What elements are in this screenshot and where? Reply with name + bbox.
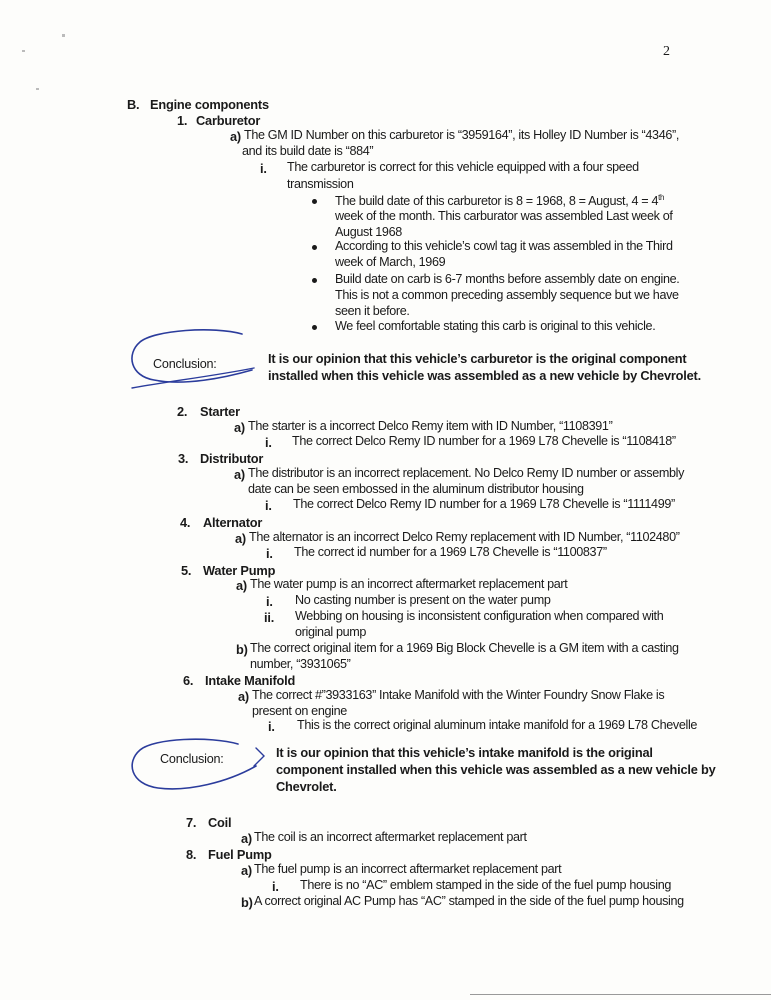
item-title: Fuel Pump (208, 847, 272, 862)
conclusion-text: installed when this vehicle was assembled as a new vehicle by Chevrolet. (268, 368, 701, 383)
roman-label: i. (260, 161, 267, 176)
section-title: Engine components (150, 97, 269, 112)
sub-label: a) (238, 689, 249, 704)
sub-label: a) (235, 531, 246, 546)
bullet-dot (312, 325, 317, 330)
section-letter: B. (127, 97, 140, 112)
conclusion-text: It is our opinion that this vehicle’s carburetor is the original component (268, 351, 687, 366)
sub-label: a) (234, 467, 245, 482)
sub-label: a) (230, 129, 241, 144)
roman-label: i. (268, 719, 275, 734)
text-line: The correct Delco Remy ID number for a 1969 L78 Chevelle is “1108418” (292, 434, 676, 448)
roman-label: ii. (264, 610, 275, 625)
scan-speck (62, 34, 65, 37)
sub-label: a) (241, 863, 252, 878)
text-line: The distributor is an incorrect replacement. No Delco Remy ID number or assembly (248, 466, 685, 480)
text-line: The coil is an incorrect aftermarket replacement part (254, 830, 527, 844)
text-line: We feel comfortable stating this carb is original to this vehicle. (335, 319, 656, 333)
text-line: This is not a common preceding assembly sequence but we have (335, 288, 679, 302)
conclusion-text: component installed when this vehicle was assembled as a new vehicle by (276, 762, 716, 777)
item-number: 2. (177, 404, 188, 419)
roman-label: i. (272, 879, 279, 894)
roman-label: i. (265, 498, 272, 513)
sub-label: a) (234, 420, 245, 435)
item-title: Alternator (203, 515, 263, 530)
item-number: 4. (180, 515, 191, 530)
bullet-dot (312, 278, 317, 283)
text-line: No casting number is present on the water pump (295, 593, 551, 607)
text-line: The correct id number for a 1969 L78 Chevelle is “1100837” (294, 545, 607, 559)
bullet-dot (312, 199, 317, 204)
text-line: number, “3931065” (250, 657, 351, 671)
text-line: The water pump is an incorrect aftermarket replacement part (250, 577, 568, 591)
item-title: Coil (208, 815, 232, 830)
text-line: The correct #”3933163” Intake Manifold with the Winter Foundry Snow Flake is (252, 688, 665, 702)
text-line: The starter is a incorrect Delco Remy item with ID Number, “1108391” (248, 419, 613, 433)
sub-label: a) (241, 831, 252, 846)
text-line: There is no “AC” emblem stamped in the side of the fuel pump housing (300, 878, 672, 892)
scan-speck (22, 50, 25, 52)
text-line: week of March, 1969 (335, 255, 446, 269)
text-line: present on engine (252, 704, 347, 718)
item-number: 8. (186, 847, 197, 862)
item-number: 1. (177, 113, 188, 128)
text-line: date can be seen embossed in the aluminum distributor housing (248, 482, 584, 496)
roman-label: i. (266, 546, 273, 561)
item-number: 5. (181, 563, 192, 578)
text-line: original pump (295, 625, 367, 639)
conclusion-text: It is our opinion that this vehicle’s intake manifold is the original (276, 745, 653, 760)
text-line: According to this vehicle’s cowl tag it was assembled in the Third (335, 239, 673, 253)
text-line: Webbing on housing is inconsistent configuration when compared with (295, 609, 664, 623)
text-line: The correct Delco Remy ID number for a 1969 L78 Chevelle is “1111499” (293, 497, 675, 511)
text-line: The carburetor is correct for this vehicle equipped with a four speed (287, 160, 639, 174)
text-line: week of the month. This carburator was assembled Last week of (335, 209, 673, 223)
item-number: 6. (183, 673, 194, 688)
text-line: The fuel pump is an incorrect aftermarket replacement part (254, 862, 562, 876)
text-line: and its build date is “884” (242, 144, 374, 158)
item-title: Distributor (200, 451, 264, 466)
roman-label: i. (265, 435, 272, 450)
item-number: 7. (186, 815, 197, 830)
page-number: 2 (663, 44, 670, 59)
item-number: 3. (178, 451, 189, 466)
conclusion-text: Chevrolet. (276, 779, 337, 794)
text-line: The GM ID Number on this carburetor is “3959164”, its Holley ID Number is “4346”, (244, 128, 679, 142)
pen-circle-mark (124, 734, 274, 804)
text-line: August 1968 (335, 225, 402, 239)
text-line: A correct original AC Pump has “AC” stamped in the side of the fuel pump housing (254, 894, 684, 908)
scan-speck (36, 88, 39, 90)
sub-label: b) (241, 895, 253, 910)
scan-edge-line (470, 994, 771, 995)
text-line: This is the correct original aluminum intake manifold for a 1969 L78 Chevelle (297, 718, 698, 732)
text-line: seen it before. (335, 304, 410, 318)
bullet-dot (312, 245, 317, 250)
text-line: The build date of this carburetor is 8 = 1968, 8 = August, 4 = 4th (335, 193, 665, 209)
conclusion-label: Conclusion: (160, 752, 224, 766)
roman-label: i. (266, 594, 273, 609)
conclusion-label: Conclusion: (153, 357, 217, 371)
sub-label: a) (236, 578, 247, 593)
item-title: Intake Manifold (205, 673, 296, 688)
text-line: Build date on carb is 6-7 months before assembly date on engine. (335, 272, 680, 286)
item-title: Water Pump (203, 563, 276, 578)
text-line: The alternator is an incorrect Delco Remy replacement with ID Number, “1102480” (249, 530, 680, 544)
text-line: The correct original item for a 1969 Big Block Chevelle is a GM item with a casting (250, 641, 679, 655)
text-line: transmission (287, 177, 354, 191)
sub-label: b) (236, 642, 248, 657)
item-title: Starter (200, 404, 240, 419)
item-title: Carburetor (196, 113, 261, 128)
